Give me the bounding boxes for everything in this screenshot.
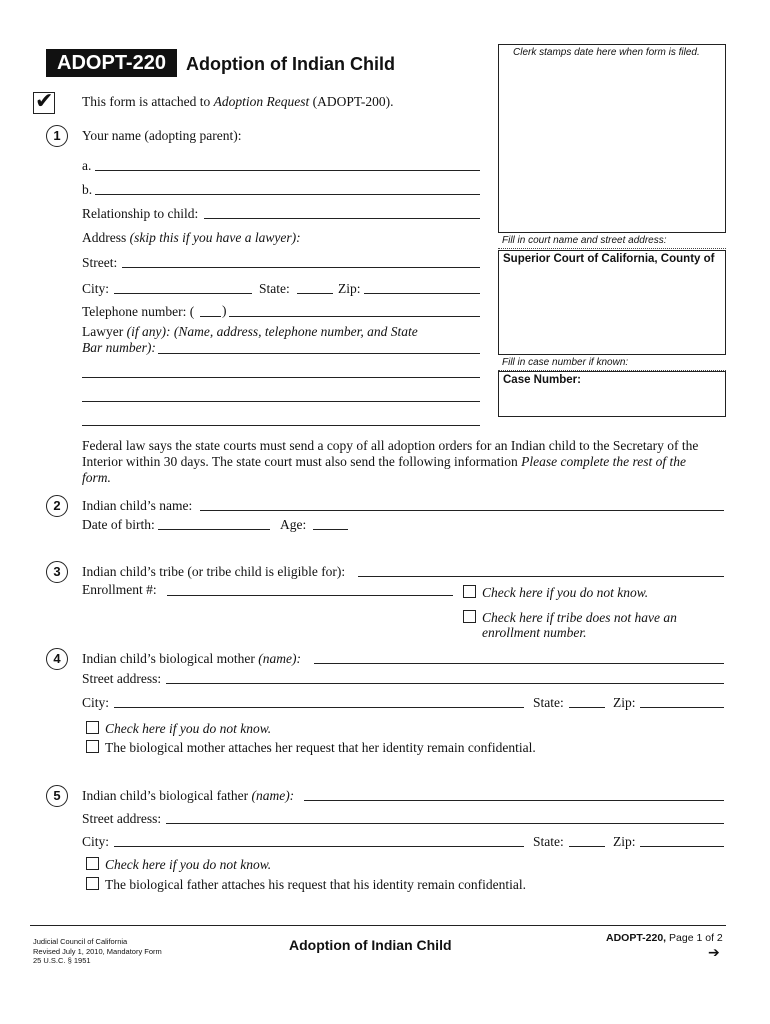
mother-unknown-option[interactable]: Check here if you do not know.	[86, 721, 271, 737]
mother-state-label: State:	[533, 695, 564, 710]
father-zip-label: Zip:	[613, 834, 636, 849]
case-label: Fill in case number if known:	[502, 357, 629, 368]
court-box[interactable]	[498, 250, 726, 355]
father-name-field[interactable]	[304, 800, 724, 801]
street-label: Street:	[82, 255, 118, 270]
dob-field[interactable]	[158, 529, 270, 530]
relationship-label: Relationship to child:	[82, 206, 199, 221]
mother-street-label: Street address:	[82, 671, 162, 686]
name-a-field[interactable]	[95, 170, 480, 171]
tribe-unknown-option[interactable]: Check here if you do not know.	[463, 585, 648, 601]
court-value: Superior Court of California, County of	[503, 253, 715, 265]
footer-title: Adoption of Indian Child	[289, 937, 452, 953]
father-confidential-checkbox[interactable]	[86, 877, 99, 890]
form-title: Adoption of Indian Child	[186, 54, 395, 74]
tribe-field[interactable]	[358, 576, 724, 577]
child-name-label: Indian child’s name:	[82, 498, 193, 513]
age-field[interactable]	[313, 529, 348, 530]
lawyer-field-2[interactable]	[82, 377, 480, 378]
mother-street-field[interactable]	[166, 683, 724, 684]
age-label: Age:	[280, 517, 307, 532]
father-label: Indian child’s biological father (name):	[82, 788, 295, 803]
enrollment-label: Enrollment #:	[82, 582, 157, 597]
telephone-field[interactable]	[229, 316, 480, 317]
telephone-paren: )	[222, 303, 227, 318]
section-1-number: 1	[46, 125, 68, 147]
relationship-field[interactable]	[204, 218, 480, 219]
check-mark-icon: ✔	[35, 89, 54, 114]
mother-state-field[interactable]	[569, 707, 605, 708]
clerk-stamp-box	[498, 44, 726, 233]
lawyer-field-3[interactable]	[82, 401, 480, 402]
father-unknown-option[interactable]: Check here if you do not know.	[86, 857, 271, 873]
mother-confidential-option[interactable]: The biological mother attaches her request that her identity remain confidential.	[86, 740, 536, 756]
mother-city-field[interactable]	[114, 707, 524, 708]
telephone-area-field[interactable]	[200, 316, 221, 317]
name-b-label: b.	[82, 182, 93, 197]
zip-field[interactable]	[364, 293, 480, 294]
mother-zip-field[interactable]	[640, 707, 724, 708]
father-street-label: Street address:	[82, 811, 162, 826]
father-zip-field[interactable]	[640, 846, 724, 847]
adopting-parent-label: Your name (adopting parent):	[82, 128, 242, 143]
section-4-number: 4	[46, 648, 68, 670]
telephone-label: Telephone number: (	[82, 304, 195, 319]
court-label: Fill in court name and street address:	[502, 235, 667, 246]
footer-page: ADOPT-220, Page 1 of 2	[606, 932, 723, 944]
zip-label: Zip:	[338, 281, 361, 296]
tribe-label: Indian child’s tribe (or tribe child is eligible for):	[82, 564, 346, 579]
name-a-label: a.	[82, 158, 92, 173]
attached-text: This form is attached to Adoption Request (ADOPT-200).	[82, 94, 394, 109]
next-page-arrow-icon[interactable]: ➔	[708, 945, 720, 961]
father-unknown-checkbox[interactable]	[86, 857, 99, 870]
dob-label: Date of birth:	[82, 517, 155, 532]
child-name-field[interactable]	[200, 510, 724, 511]
no-enrollment-checkbox[interactable]	[463, 610, 476, 623]
father-state-label: State:	[533, 834, 564, 849]
footer-info: Judicial Council of California Revised July 1, 2010, Mandatory Form 25 U.S.C. § 1951	[33, 937, 162, 965]
street-field[interactable]	[122, 267, 480, 268]
section-5-number: 5	[46, 785, 68, 807]
no-enrollment-option[interactable]: Check here if tribe does not have an enrollment number.	[463, 610, 677, 640]
mother-name-field[interactable]	[314, 663, 724, 664]
address-label: Address (skip this if you have a lawyer):	[82, 230, 301, 245]
section-2-number: 2	[46, 495, 68, 517]
federal-notice: Federal law says the state courts must send a copy of all adoption orders for an Indian child to the Secretary of the Interior within 30 days. The state court must also send the following information Please complete the rest of the form.	[82, 438, 699, 485]
lawyer-field-1[interactable]	[158, 353, 480, 354]
attached-checkbox[interactable]	[33, 89, 55, 114]
lawyer-label: Lawyer (if any): (Name, address, telephone number, and State Bar number):	[82, 324, 418, 355]
mother-label: Indian child’s biological mother (name):	[82, 651, 301, 666]
enrollment-field[interactable]	[167, 595, 453, 596]
tribe-unknown-checkbox[interactable]	[463, 585, 476, 598]
father-state-field[interactable]	[569, 846, 605, 847]
state-label: State:	[259, 281, 290, 296]
form-code-badge	[46, 49, 177, 77]
state-field[interactable]	[297, 293, 333, 294]
clerk-stamp-label: Clerk stamps date here when form is filed.	[513, 47, 700, 58]
city-field[interactable]	[114, 293, 252, 294]
name-b-field[interactable]	[95, 194, 480, 195]
footer-divider	[30, 925, 726, 926]
mother-confidential-checkbox[interactable]	[86, 740, 99, 753]
city-label: City:	[82, 281, 110, 296]
father-street-field[interactable]	[166, 823, 724, 824]
mother-city-label: City:	[82, 695, 110, 710]
lawyer-field-4[interactable]	[82, 425, 480, 426]
mother-zip-label: Zip:	[613, 695, 636, 710]
father-city-field[interactable]	[114, 846, 524, 847]
father-confidential-option[interactable]: The biological father attaches his request that his identity remain confidential.	[86, 877, 526, 893]
section-3-number: 3	[46, 561, 68, 583]
father-city-label: City:	[82, 834, 110, 849]
mother-unknown-checkbox[interactable]	[86, 721, 99, 734]
case-number-label: Case Number:	[503, 374, 581, 386]
form-code: ADOPT-220	[57, 52, 166, 74]
